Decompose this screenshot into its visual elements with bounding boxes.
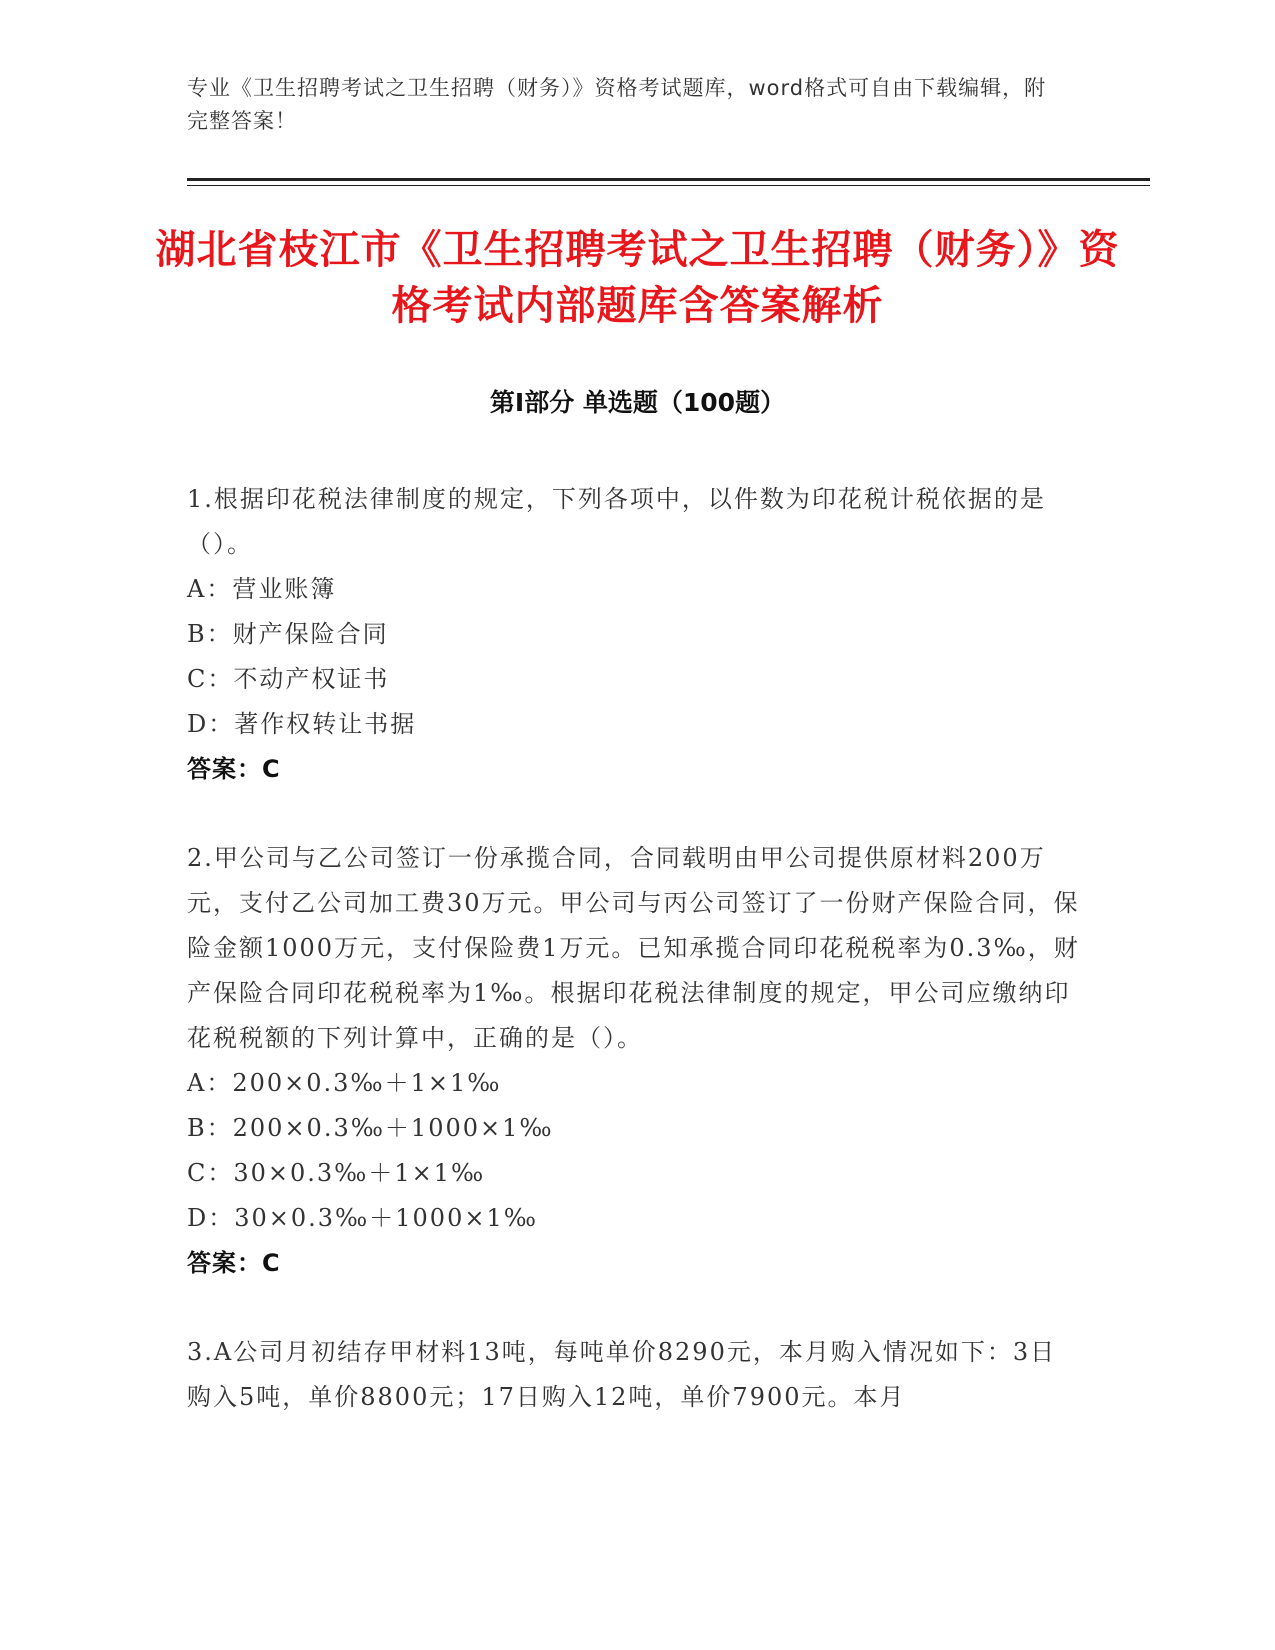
section-title: 第Ⅰ部分 单选题（100题） (489, 388, 786, 417)
option-c: C：不动产权证书 (187, 665, 390, 693)
question-stem: 3.A公司月初结存甲材料13吨，每吨单价8290元，本月购入情况如下：3日购入5吨，单价8800元；17日购入12吨，单价7900元。本月 (187, 1338, 1057, 1411)
answer: 答案：C (187, 1249, 281, 1277)
document-title: 湖北省枝江市《卫生招聘考试之卫生招聘（财务）》资格考试内部题库含答案解析 (155, 227, 1120, 329)
option-b: B：财产保险合同 (187, 620, 389, 648)
option-b: B：200×0.3‰＋1000×1‰ (187, 1114, 554, 1142)
question-stem: 2.甲公司与乙公司签订一份承揽合同，合同载明由甲公司提供原材料200万元，支付乙公司加工费30万元。甲公司与丙公司签订了一份财产保险合同，保险金额1000万元，支付保险费1万元。已知承揽合同印花税税率为0.3‰，财产保险合同印花税税率为1‰。根据印花税法律制度的规定，甲公司应缴纳印花税税额的下列计算中，正确的是（）。 (187, 844, 1080, 1052)
question-2 (187, 836, 1082, 1286)
option-d: D：著作权转让书据 (187, 710, 417, 738)
header-note: 专业《卫生招聘考试之卫生招聘（财务）》资格考试题库，word格式可自由下载编辑，附完整答案！ (187, 76, 1047, 133)
answer: 答案：C (187, 755, 281, 783)
option-d: D：30×0.3‰＋1000×1‰ (187, 1204, 538, 1232)
question-1 (187, 477, 1082, 792)
question-3 (187, 1330, 1082, 1420)
option-a: A：200×0.3‰＋1×1‰ (187, 1069, 502, 1097)
header-divider-thin (187, 185, 1150, 186)
option-a: A：营业账簿 (187, 575, 337, 603)
question-list (187, 477, 1082, 1464)
option-c: C：30×0.3‰＋1×1‰ (187, 1159, 486, 1187)
header-divider-thick (187, 178, 1150, 181)
question-stem: 1.根据印花税法律制度的规定，下列各项中，以件数为印花税计税依据的是（）。 (187, 485, 1046, 558)
